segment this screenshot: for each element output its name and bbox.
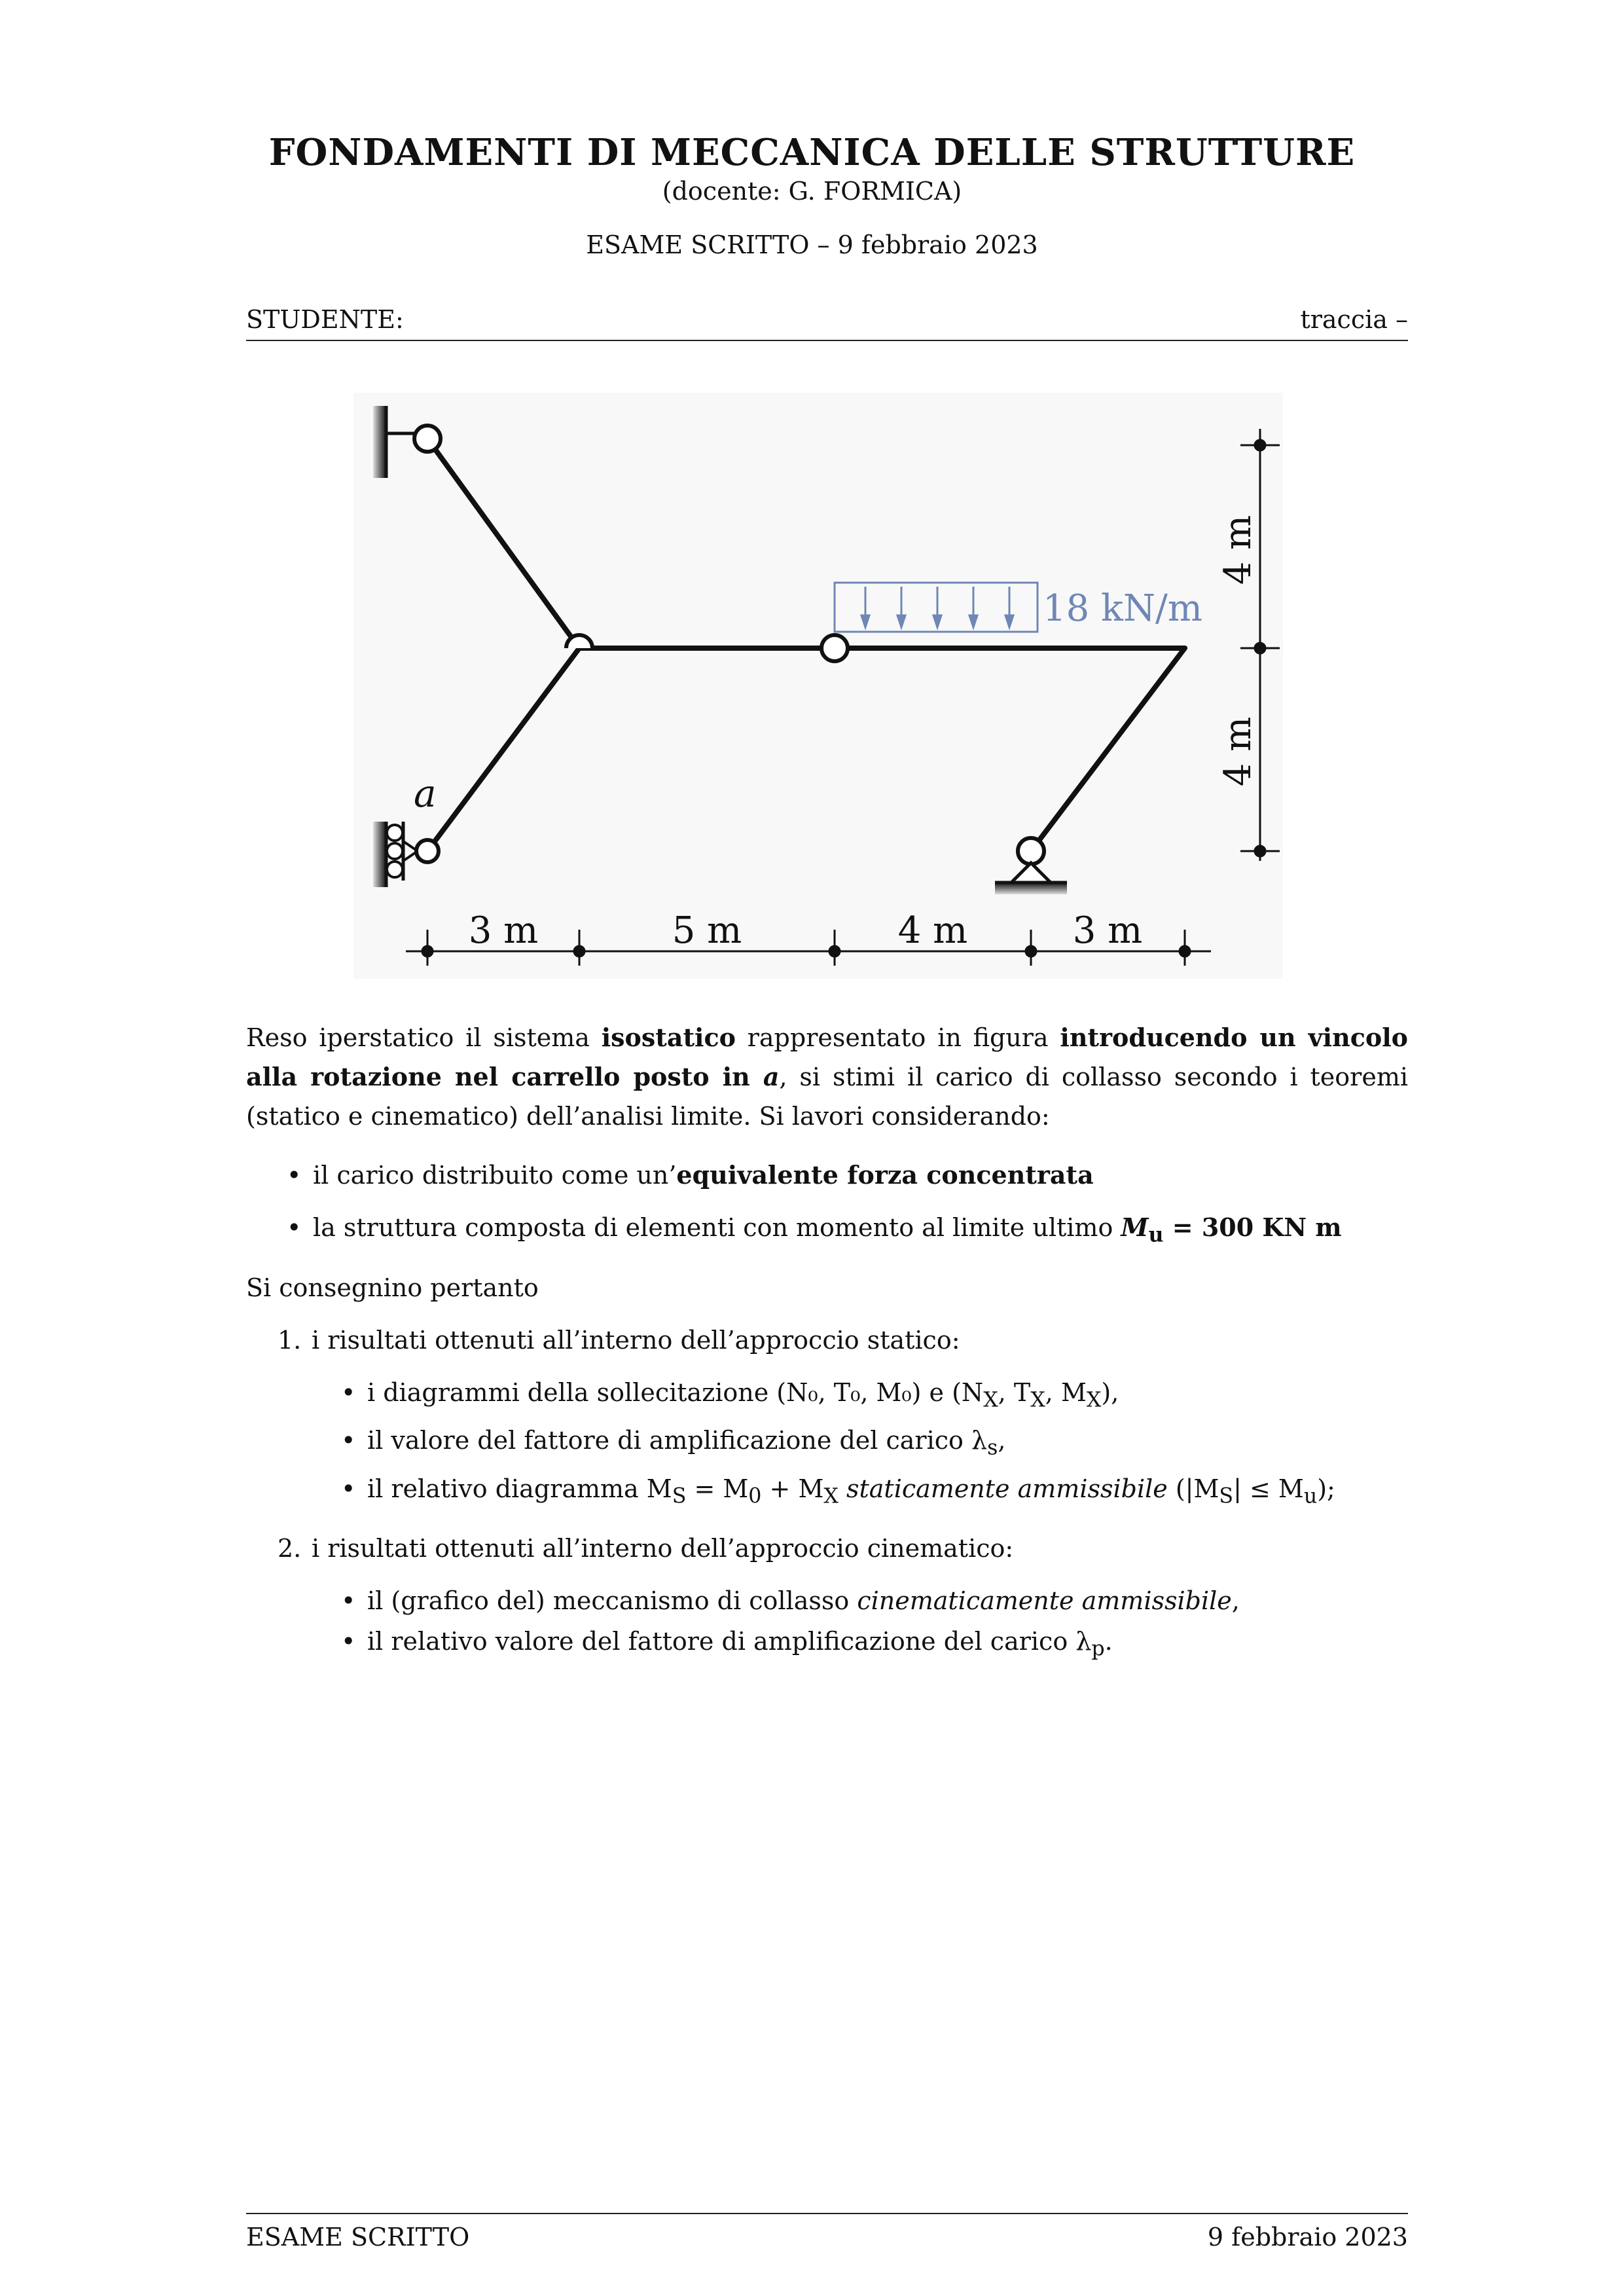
bullet2-text: la struttura composta di elementi con momento al limite ultimo <box>313 1213 1121 1242</box>
list-item <box>341 1469 1408 1516</box>
item1-text: i risultati ottenuti all’interno dell’approccio statico: <box>312 1325 960 1355</box>
item2-text: i risultati ottenuti all’interno dell’approccio cinematico: <box>312 1534 1014 1563</box>
intro-bold-1: isostatico <box>601 1023 736 1052</box>
item1-b1-d: , M <box>1045 1377 1087 1407</box>
item1-b3-e: | ≤ M <box>1233 1474 1304 1503</box>
item1-b3-s4: S <box>1219 1484 1234 1508</box>
item2-b1-a: il (grafico del) meccanismo di collasso <box>367 1586 857 1616</box>
traccia-label: traccia – <box>1300 305 1408 334</box>
dim-horizontal-1: 3 m <box>468 909 539 952</box>
item1-b3-s3: X <box>823 1484 839 1508</box>
item1-b1-sub3: X <box>1086 1388 1102 1412</box>
list-item <box>341 1622 1408 1669</box>
assumption-list <box>246 1156 1408 1255</box>
docente-line: (docente: G. FORMICA) <box>662 177 962 206</box>
item2-b1-italic: cinematicamente ammissibile <box>857 1586 1232 1616</box>
list-item <box>287 1208 1408 1255</box>
intro-text-1: Reso iperstatico il sistema <box>246 1023 602 1052</box>
item1-b1-a: i diagrammi della sollecitazione (N₀, T₀, M₀) e (N <box>367 1377 984 1407</box>
list-item <box>341 1581 1408 1620</box>
item1-b2-a: il valore del fattore di amplificazione del carico λ <box>367 1426 988 1455</box>
item1-b3-b: = M <box>686 1474 749 1503</box>
list-item <box>246 1321 1408 1516</box>
deliverables-list <box>246 1321 1408 1669</box>
item1-b1-sub1: X <box>983 1388 998 1412</box>
pin-support <box>995 838 1067 894</box>
consegna-line: Si consegnino pertanto <box>246 1273 539 1302</box>
item1-b2-b: , <box>998 1426 1006 1455</box>
exam-title: FONDAMENTI DI MECCANICA DELLE STRUTTURE <box>268 131 1356 174</box>
list-item <box>341 1373 1408 1420</box>
frame-members <box>427 439 1185 851</box>
item1-b3-italic: staticamente ammissibile <box>838 1474 1168 1503</box>
item2-b2-a: il relativo valore del fattore di amplificazione del carico λ <box>367 1627 1092 1656</box>
intro-bold-2-text: introducendo un vincolo alla rotazione nel carrello posto in <box>246 1023 1408 1091</box>
student-label: STUDENTE: <box>246 305 404 334</box>
intro-text-2: rappresentato in figura <box>735 1023 1060 1052</box>
vertical-dimension <box>1240 429 1280 861</box>
dim-horizontal-2: 5 m <box>672 909 742 952</box>
distributed-load <box>835 583 1202 632</box>
intro-paragraph <box>246 1018 1408 1136</box>
item2-b1-b: , <box>1231 1586 1240 1616</box>
top-hinge <box>414 426 441 452</box>
item1-b3-d: (|M <box>1167 1474 1219 1503</box>
dim-vertical-lower: 4 m <box>1217 716 1259 787</box>
item2-b2-b: . <box>1104 1627 1113 1656</box>
item1-b3-a: il relativo diagramma M <box>367 1474 672 1503</box>
item1-b3-c: + M <box>761 1474 824 1503</box>
item2-sublist <box>312 1581 1408 1669</box>
structure-figure <box>353 393 1283 979</box>
dim-horizontal-4: 3 m <box>1072 909 1143 952</box>
bullet2-value: = 300 KN m <box>1163 1212 1342 1242</box>
list-item <box>287 1156 1408 1195</box>
item1-sublist <box>312 1373 1408 1516</box>
item1-b1-sub2: X <box>1030 1388 1045 1412</box>
header-divider <box>246 340 1408 341</box>
item1-b3-s2: 0 <box>748 1484 762 1508</box>
item1-b3-f: ); <box>1317 1474 1335 1503</box>
item1-b3-s1: S <box>672 1484 687 1508</box>
item2-b2-sub: p <box>1091 1637 1105 1661</box>
list-item <box>341 1421 1408 1468</box>
exam-date-line: ESAME SCRITTO – 9 febbraio 2023 <box>586 230 1038 259</box>
dim-horizontal-3: 4 m <box>897 909 968 952</box>
top-wall-support <box>373 406 386 478</box>
hinge-label-a: a <box>414 771 437 816</box>
bullet1-bold: equivalente forza concentrata <box>676 1160 1094 1190</box>
beam-hinge <box>821 635 848 661</box>
bullet1-text: il carico distribuito come un’ <box>313 1161 677 1190</box>
item1-b2-sub: s <box>987 1436 998 1460</box>
dim-vertical-upper: 4 m <box>1217 515 1259 585</box>
node-hinge <box>566 635 592 648</box>
bullet2-sub: u <box>1148 1222 1164 1247</box>
item2-number: 2. <box>278 1534 302 1563</box>
intro-var-a: a <box>763 1062 780 1091</box>
intro-text-3: , si stimi il carico di collasso secondo i teoremi (statico e cinematico) dell’analisi limite. Si lavori considerando: <box>246 1063 1409 1131</box>
item1-number: 1. <box>278 1325 302 1355</box>
roller-support-a <box>373 822 439 887</box>
item1-b1-c: , T <box>998 1377 1031 1407</box>
item1-b1-e: ), <box>1101 1377 1119 1407</box>
load-label: 18 kN/m <box>1043 587 1202 630</box>
item1-b3-s5: u <box>1303 1484 1318 1508</box>
footer-right: 9 febbraio 2023 <box>1207 2223 1408 2251</box>
footer-left: ESAME SCRITTO <box>246 2223 470 2251</box>
bullet2-var: M <box>1121 1212 1149 1242</box>
list-item <box>246 1529 1408 1669</box>
exam-text <box>246 1018 1408 1682</box>
footer-divider <box>246 2213 1408 2214</box>
